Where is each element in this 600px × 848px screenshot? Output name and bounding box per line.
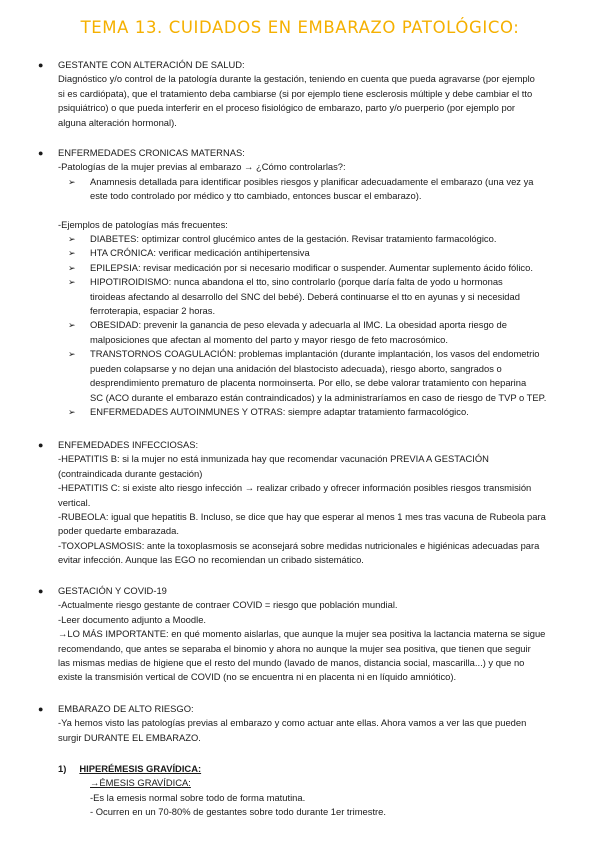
section-heading: GESTANTE CON ALTERACIÓN DE SALUD: — [58, 59, 245, 70]
page-title: TEMA 13. CUIDADOS EN EMBARAZO PATOLÓGICO: — [80, 18, 520, 37]
list-item-line: SC (ACO durante el embarazo están contraindicados) y la administraríamos en caso de riesgo de TVP o TEP. — [90, 391, 547, 403]
list-item-line: este todo controlado por médico y tto cambiado, entonces buscar el embarazo). — [90, 190, 422, 202]
list-item-line: ENFERMEDADES AUTOINMUNES Y OTRAS: siempre adaptar tratamiento farmacológico. — [90, 405, 469, 417]
list-item-line: malposiciones que afectan al momento del parto y mayor riesgo de feto macrosómico. — [90, 333, 448, 345]
paragraph-line: -HEPATITIS C: si existe alto riesgo infección → realizar cribado y ofrecer información posibles riesgos transmisión — [58, 482, 532, 494]
section-heading: EMBARAZO DE ALTO RIESGO: — [58, 703, 194, 714]
list-item — [58, 175, 580, 204]
section-infecciosas — [38, 438, 580, 568]
list-item — [58, 318, 580, 347]
paragraph-line: -TOXOPLASMOSIS: ante la toxoplasmosis se aconsejará sobre medidas nutricionales e higiénicas adecuadas para — [58, 539, 540, 551]
list-item — [58, 261, 580, 275]
arrowhead-icon: ➢ — [68, 349, 76, 360]
list-item — [58, 347, 580, 405]
paragraph-line: recomendando, que antes se separaba el binomio y ahora no aunque la mujer sea positiva, que tienen que seguir — [58, 642, 531, 654]
list-item-line: tiroideas afectando al desarrollo del SNC del bebé). Deberá continuarse el tto en ayunas y si necesidad — [90, 290, 520, 302]
list-item — [58, 246, 580, 260]
arrowhead-icon: ➢ — [68, 176, 76, 187]
bullet-icon: ● — [38, 586, 44, 596]
list-item-line: DIABETES: optimizar control glucémico antes de la gestación. Revisar tratamiento farmacológico. — [90, 233, 497, 245]
list-item — [58, 275, 580, 318]
subsection-hiperemesis — [58, 762, 578, 820]
paragraph-line: -HEPATITIS B: si la mujer no está inmunizada hay que recomendar vacunación PREVIA A GESTACIÓN — [58, 453, 489, 465]
arrowhead-icon: ➢ — [68, 248, 76, 259]
bullet-icon: ● — [38, 704, 44, 714]
section-alto-riesgo — [38, 702, 580, 745]
arrowhead-icon: ➢ — [68, 320, 76, 331]
paragraph-line: existe la transmisión vertical de COVID (no se encuentra ni en placenta ni en líquido amniótico). — [58, 671, 457, 683]
paragraph-line: →LO MÁS IMPORTANTE: en qué momento aislarlas, que aunque la mujer sea positiva la lactancia materna se sigue — [58, 628, 546, 640]
paragraph-line: -Leer documento adjunto a Moodle. — [58, 613, 207, 625]
subsection-title: HIPERÉMESIS GRAVÍDICA: — [79, 763, 202, 774]
section-gestante — [38, 58, 580, 130]
section-heading: GESTACIÓN Y COVID-19 — [58, 585, 167, 596]
paragraph-line: las mismas medias de higiene que el resto del mundo (lavado de manos, distancia social, mascarilla...) y que no — [58, 657, 525, 669]
paragraph-line: -RUBEOLA: igual que hepatitis B. Incluso, se dice que hay que esperar al menos 1 mes tras vacuna de Rubeola para — [58, 511, 546, 523]
list-item — [58, 232, 580, 246]
list-item-line: pueden colapsarse y no dejan una anidación del blastocisto adecuada), riesgo aborto, sangrados o — [90, 362, 502, 374]
paragraph-line: si es cardiópata), que el tratamiento deba cambiarse (si por ejemplo tiene esclerosis múltiple y debe cambiar el tto — [58, 87, 533, 99]
list-item-line: desprendimiento prematuro de placenta normoinserta. Por ello, se debe valorar tratamiento con heparina — [90, 377, 527, 389]
paragraph-line: - Ocurren en un 70-80% de gestantes sobre todo durante 1er trimestre. — [90, 806, 386, 818]
arrowhead-icon: ➢ — [68, 406, 76, 417]
paragraph-line: poder quedarte embarazada. — [58, 525, 179, 537]
paragraph-line: evitar infección. Aunque las EGO no recomiendan un cribado sistemático. — [58, 554, 364, 566]
paragraph-line: psiquiátrico) o que pueda interferir en el proceso fisiológico de embarazo, parto y/o puerperio (por ejemplo por — [58, 102, 516, 114]
bullet-icon: ● — [38, 60, 44, 70]
paragraph-line: vertical. — [58, 496, 91, 508]
section-heading: ENFERMEDADES CRONICAS MATERNAS: — [58, 147, 245, 158]
paragraph-line: alguna alteración hormonal). — [58, 116, 177, 128]
arrowhead-icon: ➢ — [68, 234, 76, 245]
list-item-line: HIPOTIROIDISMO: nunca abandona el tto, sino controlarlo (porque daría falta de yodo u hormonas — [90, 276, 503, 288]
paragraph-line: surgir DURANTE EL EMBARAZO. — [58, 731, 201, 743]
arrowhead-icon: ➢ — [68, 262, 76, 273]
list-item-line: HTA CRÓNICA: verificar medicación antihipertensiva — [90, 247, 310, 259]
paragraph-line: -Es la emesis normal sobre todo de forma matutina. — [90, 791, 306, 803]
paragraph-line: (contraindicada durante gestación) — [58, 467, 203, 479]
section-cronicas — [38, 146, 580, 419]
examples-heading: -Ejemplos de patologías más frecuentes: — [58, 218, 228, 230]
item-number: 1) — [58, 763, 67, 774]
list-item-line: Anamnesis detallada para identificar posibles riesgos y planificar adecuadamente el embarazo (una vez ya — [90, 175, 534, 187]
bullet-icon: ● — [38, 148, 44, 158]
list-item-line: OBESIDAD: prevenir la ganancia de peso elevada y adecuarla al IMC. La obesidad aporta riesgo de — [90, 319, 507, 331]
section-covid — [38, 584, 580, 685]
paragraph-line: -Actualmente riesgo gestante de contraer COVID = riesgo que población mundial. — [58, 599, 398, 611]
sub-heading: →ÉMESIS GRAVÍDICA: — [90, 777, 191, 789]
bullet-icon: ● — [38, 440, 44, 450]
arrowhead-icon: ➢ — [68, 277, 76, 288]
list-item-line: TRANSTORNOS COAGULACIÓN: problemas implantación (durante implantación, los vasos del endometrio — [90, 348, 540, 360]
section-heading: ENFEMEDADES INFECCIOSAS: — [58, 439, 199, 450]
list-item-line: EPILEPSIA: revisar medicación por si necesario modificar o suspender. Aumentar suplemento ácido fólico. — [90, 261, 533, 273]
intro-line: -Patologías de la mujer previas al embarazo → ¿Cómo controlarlas?: — [58, 161, 346, 173]
paragraph-line: -Ya hemos visto las patologías previas al embarazo y como actuar ante ellas. Ahora vamos a ver las que pueden — [58, 717, 527, 729]
list-item — [58, 405, 580, 419]
list-item-line: ferroterapia, espaciar 2 horas. — [90, 305, 216, 317]
paragraph-line: Diagnóstico y/o control de la patología durante la gestación, teniendo en cuenta que pueda agravarse (por ejemplo — [58, 73, 535, 85]
